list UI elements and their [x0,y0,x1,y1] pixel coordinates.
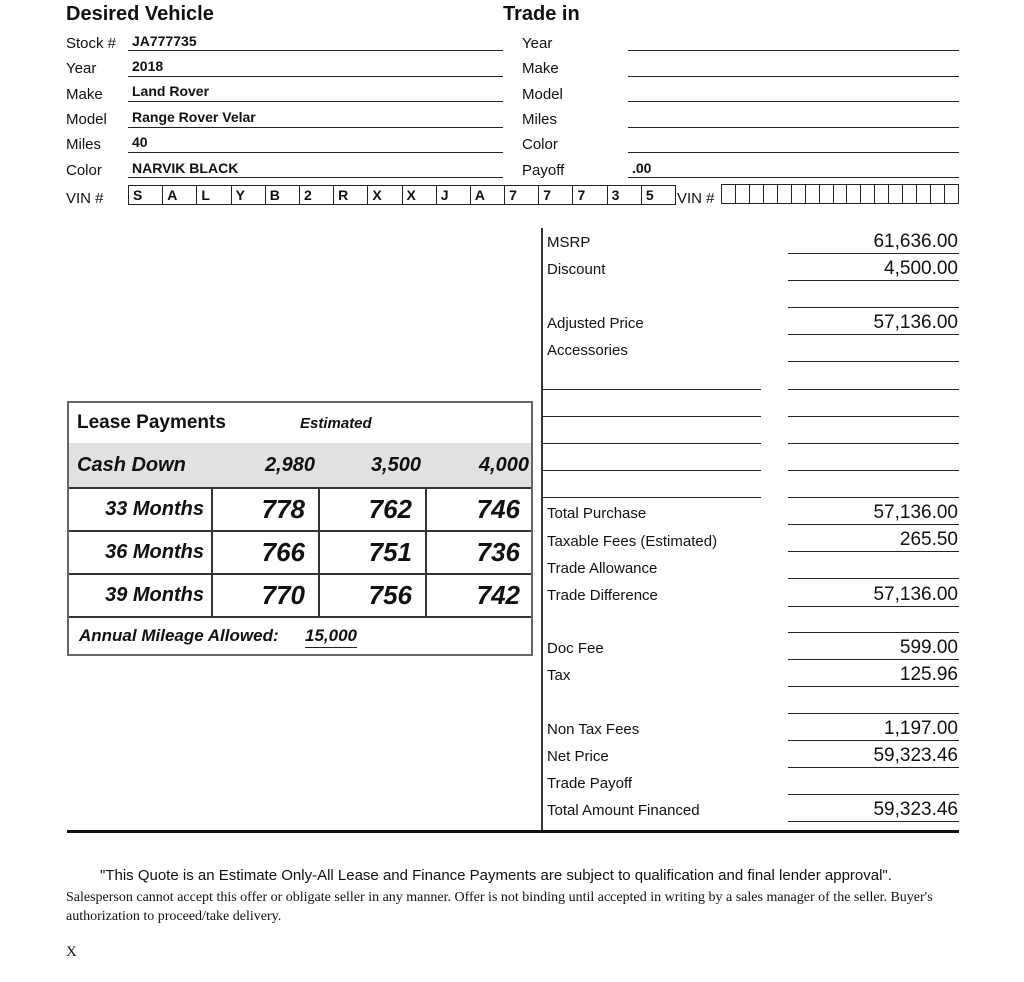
trade-vin-char-box[interactable] [861,185,875,203]
trade-year-label: Year [522,35,553,52]
doc-fee-value: 599.00 [899,637,958,658]
discount-value: 4,500.00 [884,258,958,279]
trade-difference-label: Trade Difference [547,587,658,604]
trade-vin-char-box[interactable] [764,185,778,203]
trade-difference-line [788,606,959,607]
lease-payment-39-3: 742 [476,580,520,610]
total-financed-line [788,821,959,822]
doc-fee-label: Doc Fee [547,640,604,657]
bottom-rule [67,830,959,833]
trade-vin-char-box[interactable] [875,185,889,203]
net-price-line [788,767,959,768]
vin-char-box: R [334,186,368,204]
blank-line-1 [788,307,959,308]
lease-term-33: 33 Months [105,498,204,520]
blank-line-3 [788,713,959,714]
trade-model-line[interactable] [628,101,959,102]
total-financed-value: 59,323.46 [873,799,958,820]
color-label: Color [66,162,102,179]
miles-underline [128,152,503,153]
lease-grid-row-2 [69,573,531,575]
vin-char-box: J [437,186,471,204]
trade-vin-char-box[interactable] [736,185,750,203]
acc-row-1-left[interactable] [542,389,761,390]
vin-character-boxes[interactable] [128,185,676,205]
trade-vin-char-box[interactable] [931,185,945,203]
vin-char-box: 3 [608,186,642,204]
trade-in-heading: Trade in [503,3,580,25]
non-tax-fees-value: 1,197.00 [884,718,958,739]
total-financed-label: Total Amount Financed [547,802,700,819]
miles-label: Miles [66,136,102,153]
cash-down-3: 4,000 [478,454,529,476]
net-price-label: Net Price [547,748,609,765]
tax-label: Tax [547,667,571,684]
lease-term-36: 36 Months [105,541,204,563]
vin-char-box: B [266,186,300,204]
trade-vin-char-box[interactable] [834,185,848,203]
annual-mileage-value: 15,000 [305,626,357,648]
acc-row-2-right[interactable] [788,416,959,417]
annual-mileage-label: Annual Mileage Allowed: [79,626,279,645]
cash-down-2: 3,500 [370,454,421,476]
trade-payoff-pricing-label: Trade Payoff [547,775,633,792]
trade-vin-char-box[interactable] [945,185,958,203]
acc-row-3-right[interactable] [788,443,959,444]
trade-miles-line[interactable] [628,127,959,128]
vin-char-box: L [197,186,231,204]
trade-allowance-label: Trade Allowance [547,560,658,577]
msrp-line [788,253,959,254]
trade-vin-char-box[interactable] [847,185,861,203]
discount-line [788,280,959,281]
stock-underline [128,50,503,51]
acc-row-1-right[interactable] [788,389,959,390]
vin-char-box: A [471,186,505,204]
lease-payment-39-1: 770 [261,580,305,610]
lease-payment-33-1: 778 [261,494,305,524]
acc-row-4-left[interactable] [542,470,761,471]
lease-grid-col-1 [211,487,213,616]
trade-vin-char-box[interactable] [778,185,792,203]
trade-model-label: Model [522,86,563,103]
vin-char-box: A [163,186,197,204]
vin-char-box: X [403,186,437,204]
disclaimer-text: Salesperson cannot accept this offer or obligate seller in any manner. Offer is not binding until accepted in writing by a sales manager of the seller. Buyer's authorization to proceed/take delivery. [66,890,933,924]
make-label: Make [66,86,103,103]
desired-vehicle-heading: Desired Vehicle [66,3,214,25]
cash-down-1: 2,980 [264,454,315,476]
lease-estimated-label: Estimated [300,415,372,432]
miles-value[interactable]: 40 [132,134,148,150]
signature-mark[interactable]: X [66,944,77,960]
trade-vin-char-box[interactable] [792,185,806,203]
trade-difference-value: 57,136.00 [873,584,958,605]
lease-payment-36-2: 751 [368,537,412,567]
make-value[interactable]: Land Rover [132,83,210,99]
trade-payoff-label: Payoff [522,162,565,179]
trade-vin-char-box[interactable] [820,185,834,203]
year-underline [128,76,503,77]
vin-char-box: 7 [573,186,607,204]
trade-payoff-value[interactable]: .00 [632,160,652,176]
color-value[interactable]: NARVIK BLACK [132,160,239,176]
lease-grid-bottom [69,616,531,618]
pricing-divider [541,228,543,831]
trade-vin-label: VIN # [677,190,715,207]
taxable-fees-line [788,551,959,552]
model-label: Model [66,111,107,128]
year-value[interactable]: 2018 [132,58,164,74]
tax-line [788,686,959,687]
lease-payments-table [67,401,533,656]
trade-make-line[interactable] [628,76,959,77]
lease-grid-col-2 [318,487,320,616]
msrp-value: 61,636.00 [873,231,958,252]
model-value[interactable]: Range Rover Velar [132,109,256,125]
adjusted-price-line [788,334,959,335]
lease-title: Lease Payments [77,412,226,433]
vin-char-box: 7 [505,186,539,204]
lease-grid-row-1 [69,530,531,532]
lease-term-39: 39 Months [105,584,204,606]
lease-grid-col-3 [425,487,427,616]
total-purchase-line [788,524,959,525]
lease-payment-33-3: 746 [476,494,520,524]
lease-payment-36-1: 766 [261,537,305,567]
trade-year-line[interactable] [628,50,959,51]
trade-color-line[interactable] [628,152,959,153]
total-purchase-label: Total Purchase [547,505,647,522]
lease-payment-36-3: 736 [476,537,520,567]
trade-payoff-pricing-line [788,794,959,795]
taxable-fees-value: 265.50 [899,529,958,550]
stock-label: Stock # [66,35,117,52]
acc-row-5-right[interactable] [788,497,959,498]
trade-color-label: Color [522,136,558,153]
vin-label: VIN # [66,190,104,207]
accessories-label: Accessories [547,342,628,359]
vin-char-box: Y [232,186,266,204]
trade-vin-char-box[interactable] [889,185,903,203]
vin-char-box: S [129,186,163,204]
non-tax-fees-line [788,740,959,741]
lease-grid-top [69,487,531,489]
msrp-label: MSRP [547,234,591,251]
adjusted-price-label: Adjusted Price [547,315,644,332]
make-underline [128,101,503,102]
trade-vin-char-box[interactable] [750,185,764,203]
adjusted-price-value: 57,136.00 [873,312,958,333]
non-tax-fees-label: Non Tax Fees [547,721,640,738]
total-purchase-value: 57,136.00 [873,502,958,523]
trade-allowance-line [788,578,959,579]
lease-payment-33-2: 762 [368,494,412,524]
vin-char-box: 2 [300,186,334,204]
acc-row-5-left[interactable] [542,497,761,498]
vin-char-box: 5 [645,187,654,203]
acc-row-3-left[interactable] [542,443,761,444]
acc-row-2-left[interactable] [542,416,761,417]
trade-vin-boxes[interactable] [721,184,959,204]
trade-vin-char-box[interactable] [806,185,820,203]
blank-line-2 [788,632,959,633]
tax-value: 125.96 [899,664,958,685]
trade-payoff-line [628,177,959,178]
acc-row-4-right[interactable] [788,470,959,471]
trade-make-label: Make [522,60,559,77]
discount-label: Discount [547,261,606,278]
trade-vin-char-box[interactable] [917,185,931,203]
accessories-line [788,361,959,362]
trade-miles-label: Miles [522,111,558,128]
net-price-value: 59,323.46 [873,745,958,766]
vin-char-box: X [368,186,402,204]
color-underline [128,177,503,178]
stock-value[interactable]: JA777735 [132,33,197,49]
quote-notice: "This Quote is an Estimate Only-All Lease and Finance Payments are subject to qualification and final lender approval". [100,867,892,884]
year-label: Year [66,60,97,77]
taxable-fees-label: Taxable Fees (Estimated) [547,533,718,550]
vin-char-box: 7 [539,186,573,204]
trade-vin-char-box[interactable] [903,185,917,203]
doc-fee-line [788,659,959,660]
lease-payment-39-2: 756 [368,580,412,610]
model-underline [128,127,503,128]
trade-vin-char-box[interactable] [722,185,736,203]
cash-down-label: Cash Down [77,454,186,476]
